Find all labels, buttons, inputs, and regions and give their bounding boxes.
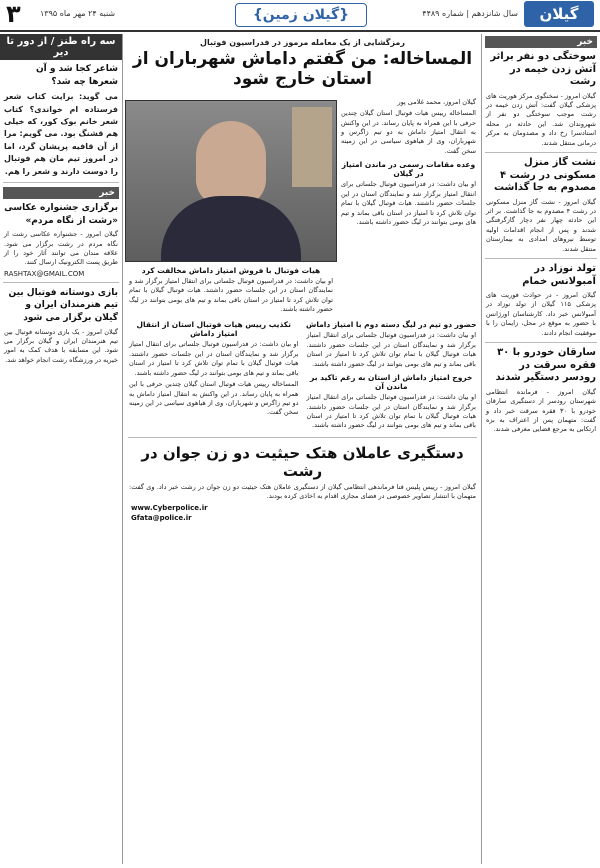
- page-number: ۳: [6, 0, 21, 28]
- body-paragraph: المساخاله رییس هیات فوتبال استان گیلان چندین حرفی با این همراه به پایان رساند. در این واکنش به انتقال امتیاز داماش به دو تیم زاگرس و شهرباران، وی از هیاهوی سیاسی در این زمینه سخن گفت.: [129, 380, 299, 417]
- newspaper-logo: گیلان: [524, 1, 594, 27]
- main-top-row: [125, 96, 480, 317]
- photo-suit: [161, 196, 301, 261]
- portrait-photo: [125, 100, 337, 262]
- subhead: وعده مقامات رسمی در ماندن امتیاز در گیلان: [341, 160, 476, 179]
- contact-email: RASHTAX@GMAIL.COM: [4, 269, 85, 278]
- divider: [485, 152, 597, 153]
- main-headline: المساخاله: من گفتم داماش شهرباران از استان خارج شود: [132, 49, 473, 90]
- news-body: گیلان امروز - جشنواره عکاسی رشت از نگاه مردم در رشت برگزار می شود. علاقه مندان می توانند آثار خود را از طریق پست الکترونیک ارسال کنند.: [4, 230, 118, 267]
- subhead: تکذیب رییس هیات فوتبال استان از انتقال امتیاز داماش: [136, 320, 291, 339]
- body-paragraph: او بیان داشت: در فدراسیون فوتبال جلساتی برای انتقال امتیاز برگزار شد و نمایندگان استان در این جلسات حضور داشتند. هیات فوتبال گیلان با تمام توان تلاش کرد تا امتیاز در استان باقی بماند و تیم های بومی بتوانند در لیگ حضور داشته باشند.: [129, 340, 299, 377]
- main-story-column: [125, 34, 480, 864]
- body-paragraph: او بیان داشت: در فدراسیون فوتبال جلساتی برای انتقال امتیاز برگزار شد و نمایندگان استان در این جلسات حضور داشتند. هیات فوتبال گیلان با تمام توان تلاش کرد تا امتیاز در استان باقی بماند و تیم های بومی بتوانند در لیگ حضور داشته باشند.: [341, 180, 476, 226]
- left-column: [0, 34, 123, 864]
- news-headline: برگزاری جشنواره عکاسی «رشت از نگاه مردم»: [4, 202, 118, 226]
- photo-background-shelf: [292, 107, 332, 187]
- contact-email: Gfata@police.ir: [131, 513, 192, 522]
- main-kicker: رمزگشایی از یک معامله مرموز در فدراسیون فوتبال: [200, 38, 405, 47]
- issue-info: سال شانزدهم | شماره ۴۴۸۹: [422, 9, 518, 18]
- main-mid-col-b: [125, 316, 303, 432]
- story-headline: تولد نوزاد در آمبولانس خمام: [522, 263, 596, 287]
- bottom-body: گیلان امروز - رییس پلیس فتا فرماندهی انتظامی گیلان از دستگیری عاملان هتک حیثیت دو زن جوان در رشت خبر داد. وی گفت: متهمان با انتشار تصاویر خصوصی در فضای مجازی اقدام به اخاذی کرده بودند.: [129, 482, 476, 501]
- byline: گیلان امروز، محمد غلامی پور: [397, 97, 476, 106]
- page-header: [0, 0, 600, 32]
- divider: [128, 437, 477, 438]
- news-tag: خبر: [485, 36, 597, 48]
- story-headline: سارقان خودرو با ۳۰ فقره سرقت در رودسر دستگیر شدند: [495, 347, 596, 384]
- news-body: گیلان امروز - یک بازی دوستانه فوتبال بین تیم هنرمندان ایران و گیلان برگزار می شود. این مسابقه با هدف کمک به امور خیریه در ورزشگاه رشت انجام خواهد شد.: [4, 327, 118, 364]
- story-headline: نشت گاز منزل مسکونی در رشت ۴ مصدوم به جا گذاشت: [493, 157, 596, 194]
- divider: [3, 282, 119, 283]
- satire-text: می گوید: برایت کتاب شعر فرستاده ام خواندی؟ کتاب شعر خانم بوک کور، که خیلی هم قشنگ بود. می گویم: مرا از آن قافیه پریشان گرد، اما در امروز تیم مان هم فوتبال را دوست دارند و شعر را هم.: [4, 92, 118, 176]
- divider: [485, 342, 597, 343]
- main-mid-row: [125, 316, 480, 432]
- subhead: خروج امتیاز داماش از استان به رغم تاکید بر ماندن آن: [310, 373, 473, 392]
- divider: [3, 182, 119, 183]
- divider: [485, 258, 597, 259]
- main-byline-col: [337, 96, 480, 317]
- contact-website: www.Cyberpolice.ir: [131, 503, 208, 512]
- story-body: گیلان امروز - سخنگوی مرکز هوریت های پزشکی گیلان گفت: آتش زدن خیمه در رشت موجب سوختگی دو نفر از شهروندان شد. این حادثه در محله استادسرا رخ داد و مصدومان به مرکز درمانی منتقل شدند.: [486, 91, 596, 147]
- story-body: گیلان امروز - فرمانده انتظامی شهرستان رودسر از دستگیری سارقان خودرو با ۳۰ فقره سرقت خبر داد و گفت: متهمان پس از اعتراف به بزه ارتکابی به مرجع قضایی معرفی شدند.: [486, 387, 596, 434]
- section-title: {گیلان زمین}: [235, 3, 367, 27]
- photo-face: [196, 121, 266, 206]
- news-tag: خبر: [3, 187, 119, 199]
- satire-column-title: سه راه طنز / از دور تا دیر: [0, 34, 122, 60]
- body-paragraph: او بیان داشت: در فدراسیون فوتبال جلساتی برای انتقال امتیاز برگزار شد و نمایندگان استان در این جلسات حضور داشتند. هیات فوتبال گیلان با تمام توان تلاش کرد تا امتیاز در استان باقی بماند و تیم های بومی بتوانند در لیگ حضور داشته باشند.: [129, 276, 333, 314]
- subhead: حضور دو تیم در لیگ دسته دوم با امتیاز داماش: [306, 320, 477, 330]
- issue-date: شنبه ۲۴ مهر ماه ۱۳۹۵: [40, 9, 116, 18]
- bottom-headline: دستگیری عاملان هتک حیثیت دو زن جوان در رشت: [141, 443, 464, 480]
- satire-headline: شاعر کجا شد و آن شعرها چه شد؟: [35, 64, 118, 87]
- subhead: هیات فوتبال با فروش امتیاز داماش مخالفت کرد: [141, 265, 321, 275]
- news-headline: بازی دوستانه فوتبال بین تیم هنرمندان ایران و گیلان برگزار می شود: [8, 287, 118, 323]
- body-paragraph: او بیان داشت: در فدراسیون فوتبال جلساتی برای انتقال امتیاز برگزار شد و نمایندگان استان در این جلسات حضور داشتند. هیات فوتبال گیلان با تمام توان تلاش کرد تا امتیاز در استان باقی بماند و تیم های بومی بتوانند در لیگ حضور داشته باشند.: [306, 393, 476, 430]
- body-paragraph: او بیان داشت: در فدراسیون فوتبال جلساتی برای انتقال امتیاز برگزار شد و نمایندگان استان در این جلسات حضور داشتند. هیات فوتبال گیلان با تمام توان تلاش کرد تا امتیاز در استان باقی بماند و تیم های بومی بتوانند در لیگ حضور داشته باشند.: [306, 331, 476, 368]
- lead-paragraph: المساخاله رییس هیات فوتبال استان گیلان چندین حرفی با این همراه به پایان رساند. در این واکنش به انتقال امتیاز داماش به دو تیم زاگرس و شهرباران، وی از هیاهوی سیاسی در این زمینه سخن گفت.: [341, 109, 476, 155]
- story-body: گیلان امروز - نشت گاز منزل مسکونی در رشت ۴ مصدوم به جا گذاشت. بر اثر این حادثه چهار نفر دچار گازگرفتگی شدند و پس از انجام اقدامات اولیه توسط نیروهای امدادی به بیمارستان منتقل شدند.: [486, 197, 597, 253]
- story-headline: سوختگی دو نفر براثر آتش زدن خیمه در رشت: [490, 51, 596, 87]
- main-mid-col-a: [303, 316, 481, 432]
- story-body: گیلان امروز - در حوادث فوریت های پزشکی ۱۱۵ گیلان از تولد نوزاد در آمبولانس خبر داد. کارشناسان اورژانس با حضور به موقع در محل، زایمان را با موفقیت انجام دادند.: [486, 291, 596, 337]
- main-photo-col: [125, 96, 337, 317]
- right-news-column: [481, 34, 600, 864]
